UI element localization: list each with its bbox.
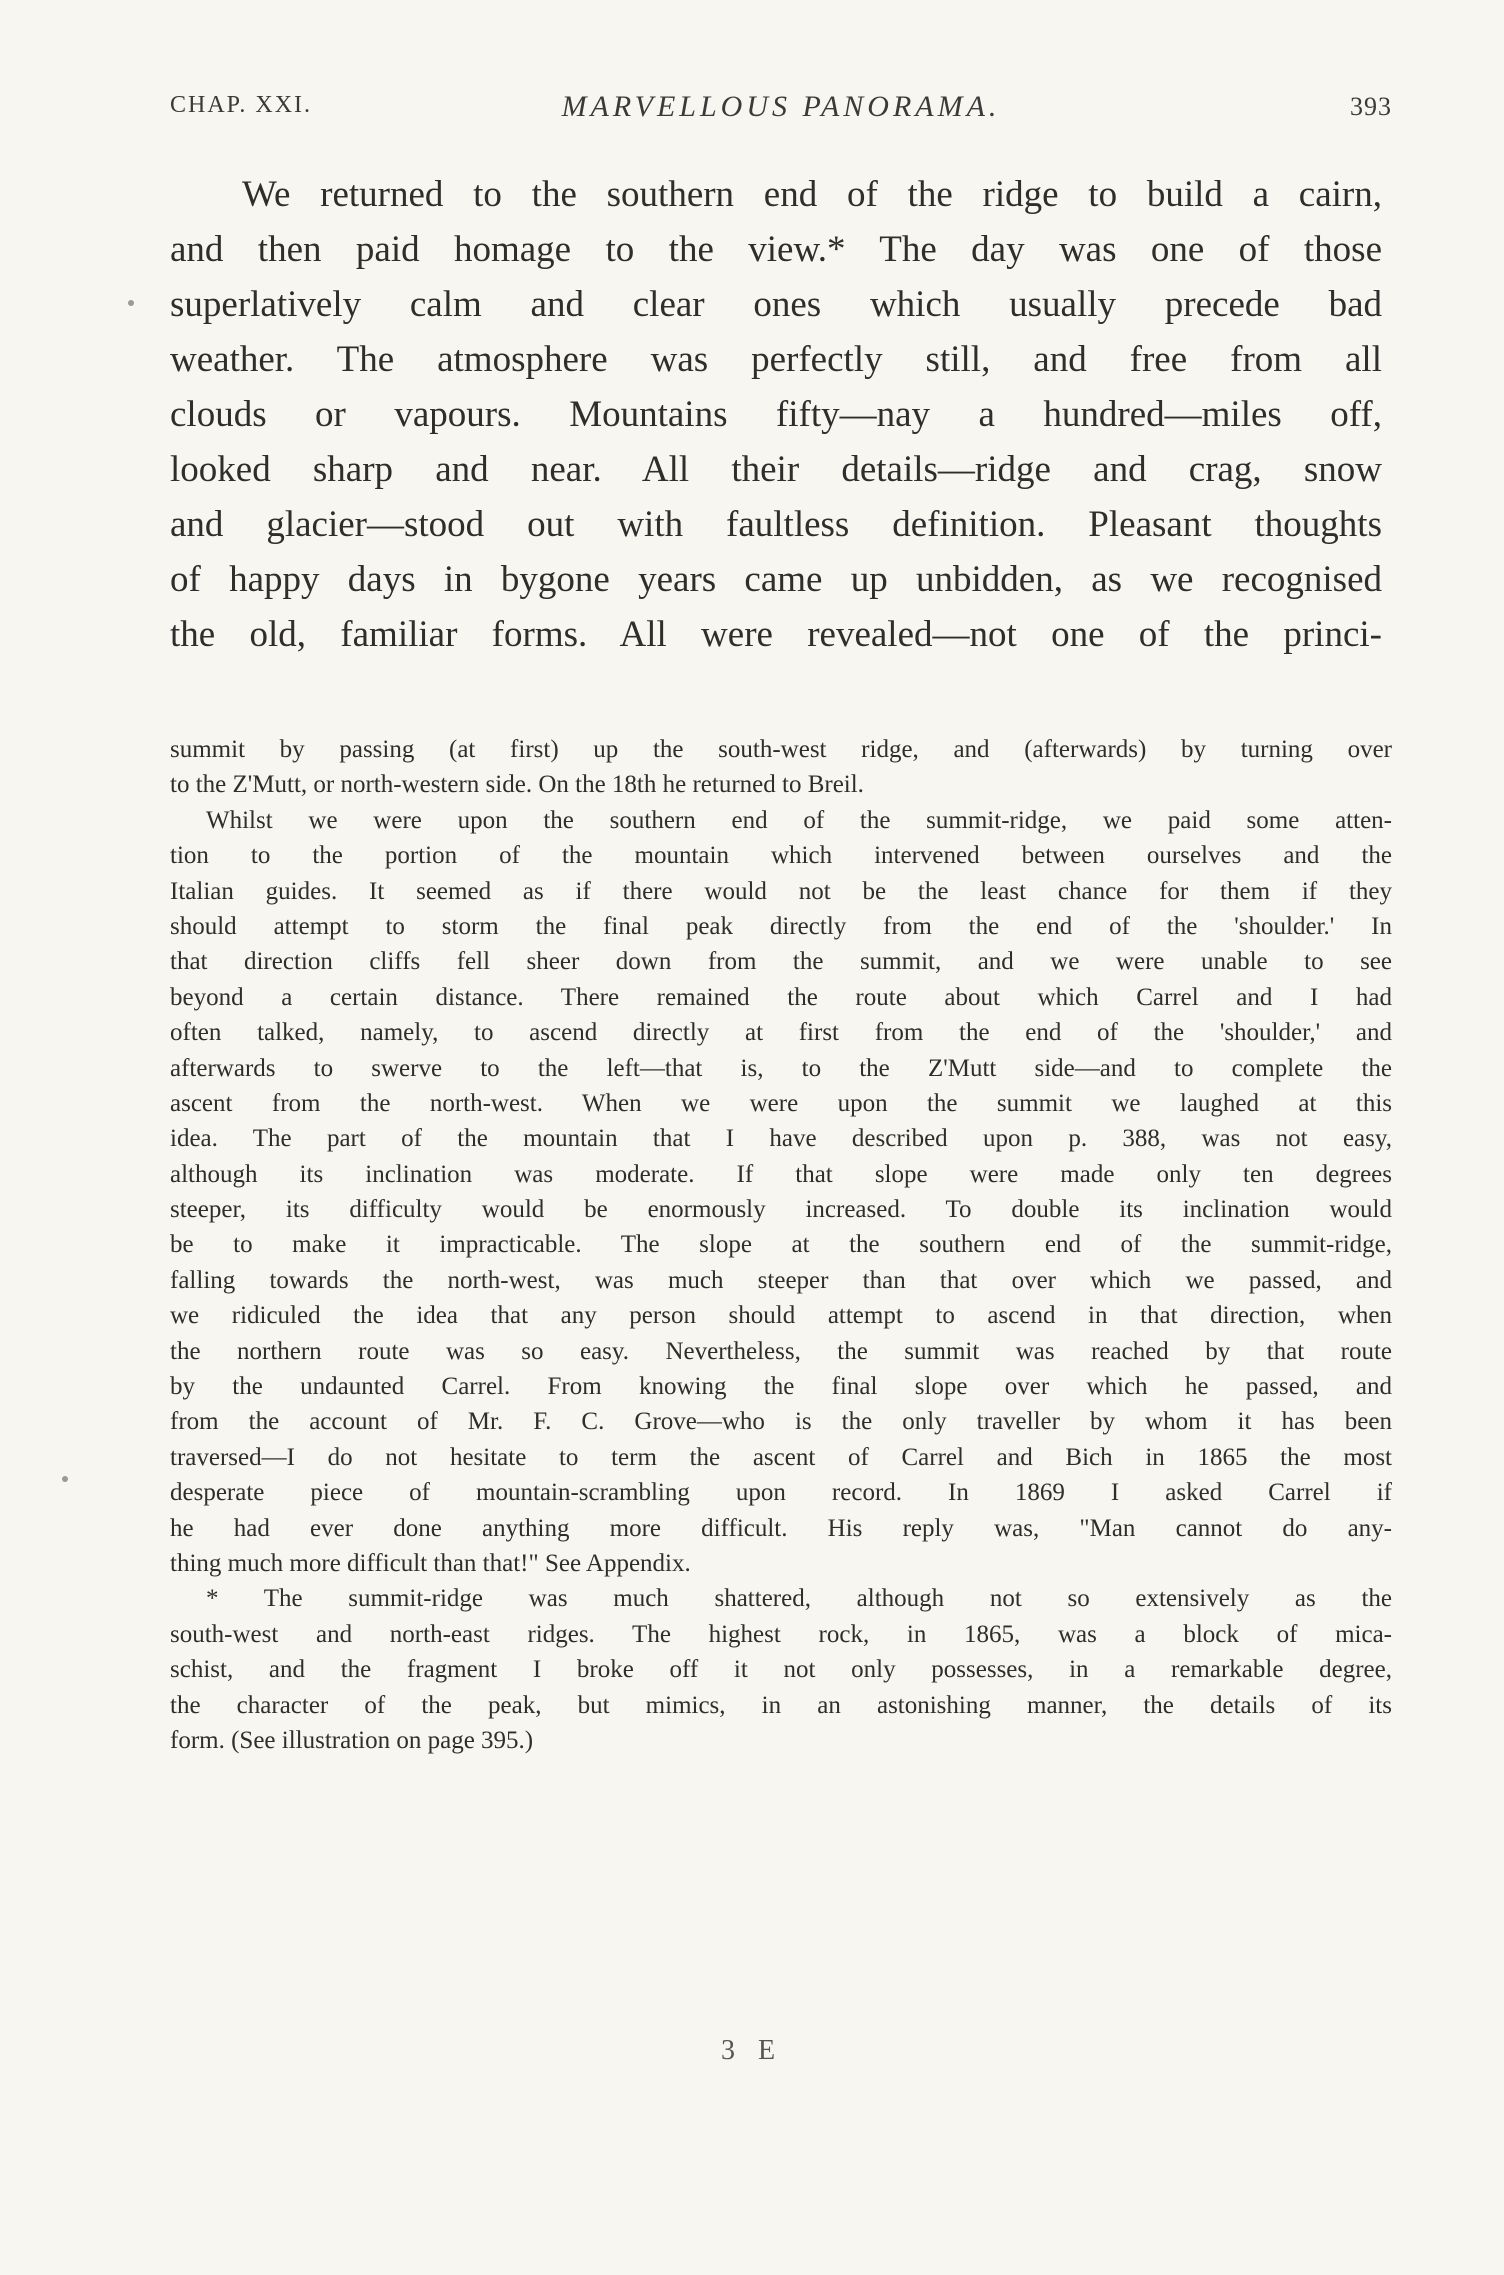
footnote-line: to the Z'Mutt, or north-western side. On the 18th he returned to Breil. bbox=[170, 771, 864, 799]
footnote-line: by the undaunted Carrel. From knowing the final slope over which he passed, and bbox=[170, 1373, 1392, 1401]
body-line: of happy days in bygone years came up unbidden, as we recognised bbox=[170, 559, 1382, 600]
page-number: 393 bbox=[1350, 92, 1392, 121]
footnote-line: south-west and north-east ridges. The highest rock, in 1865, was a block of mica- bbox=[170, 1620, 1392, 1648]
footnotes bbox=[170, 732, 1392, 1758]
footnote-line: beyond a certain distance. There remained the route about which Carrel and I had bbox=[170, 983, 1392, 1011]
body-line: and then paid homage to the view.* The day was one of those bbox=[170, 229, 1382, 270]
footnote-line: should attempt to storm the final peak directly from the end of the 'shoulder.' In bbox=[170, 912, 1392, 940]
footnote-line: he had ever done anything more difficult. His reply was, "Man cannot do any- bbox=[170, 1514, 1392, 1542]
footnote-line: falling towards the north-west, was much steeper than that over which we passed, and bbox=[170, 1266, 1392, 1294]
footnote-line: afterwards to swerve to the left—that is, to the Z'Mutt side—and to complete the bbox=[170, 1054, 1392, 1082]
running-title: MARVELLOUS PANORAMA. bbox=[561, 90, 1001, 123]
footnote-line: although its inclination was moderate. If that slope were made only ten degrees bbox=[170, 1160, 1392, 1188]
body-line: clouds or vapours. Mountains fifty—nay a hundred—miles off, bbox=[170, 394, 1382, 435]
footnote-line: idea. The part of the mountain that I have described upon p. 388, was not easy, bbox=[170, 1125, 1392, 1153]
footnote-line: schist, and the fragment I broke off it not only possesses, in a remarkable degree, bbox=[170, 1656, 1392, 1684]
signature-mark: 3 E bbox=[720, 2035, 784, 2066]
footnote-line: the character of the peak, but mimics, in an astonishing manner, the details of its bbox=[170, 1691, 1392, 1719]
body-line: and glacier—stood out with faultless definition. Pleasant thoughts bbox=[170, 504, 1382, 545]
footnote-line: tion to the portion of the mountain which intervened between ourselves and the bbox=[170, 842, 1392, 870]
chapter-label: CHAP. XXI. bbox=[170, 92, 313, 118]
footnote-line: from the account of Mr. F. C. Grove—who is the only traveller by whom it has been bbox=[170, 1408, 1392, 1436]
main-paragraph bbox=[170, 167, 1382, 662]
footnote-line: Italian guides. It seemed as if there would not be the least chance for them if they bbox=[170, 877, 1392, 905]
margin-speck bbox=[62, 1476, 68, 1482]
margin-speck bbox=[128, 300, 134, 306]
body-line: weather. The atmosphere was perfectly still, and free from all bbox=[170, 339, 1382, 380]
footnote-line: often talked, namely, to ascend directly at first from the end of the 'shoulder,' and bbox=[170, 1019, 1392, 1047]
footnote-line: summit by passing (at first) up the south-west ridge, and (afterwards) by turning over bbox=[170, 736, 1392, 763]
footnote-line: steeper, its difficulty would be enormously increased. To double its inclination would bbox=[170, 1196, 1392, 1224]
footnote-line: traversed—I do not hesitate to term the ascent of Carrel and Bich in 1865 the most bbox=[170, 1443, 1392, 1471]
running-head bbox=[170, 92, 1392, 132]
body-line: We returned to the southern end of the ridge to build a cairn, bbox=[242, 174, 1382, 215]
body-line: looked sharp and near. All their details—ridge and crag, snow bbox=[170, 449, 1382, 490]
body-line: superlatively calm and clear ones which usually precede bad bbox=[170, 284, 1382, 325]
footnote-line: we ridiculed the idea that any person should attempt to ascend in that direction, when bbox=[170, 1302, 1392, 1330]
footnote-line: form. (See illustration on page 395.) bbox=[170, 1726, 534, 1754]
footnote-line: the northern route was so easy. Nevertheless, the summit was reached by that route bbox=[170, 1337, 1392, 1365]
footnote-line: desperate piece of mountain-scrambling upon record. In 1869 I asked Carrel if bbox=[170, 1479, 1392, 1507]
footnote-line: be to make it impracticable. The slope at the southern end of the summit-ridge, bbox=[170, 1231, 1392, 1259]
footnote-line: * The summit-ridge was much shattered, although not so extensively as the bbox=[206, 1585, 1392, 1613]
footnote-line: ascent from the north-west. When we were upon the summit we laughed at this bbox=[170, 1089, 1392, 1117]
body-line: the old, familiar forms. All were revealed—not one of the princi- bbox=[170, 614, 1382, 655]
footnote-line: thing much more difficult than that!" See Appendix. bbox=[170, 1549, 691, 1577]
footnote-line: that direction cliffs fell sheer down from the summit, and we were unable to see bbox=[170, 948, 1392, 976]
footnote-line: Whilst we were upon the southern end of the summit-ridge, we paid some atten- bbox=[206, 806, 1392, 834]
